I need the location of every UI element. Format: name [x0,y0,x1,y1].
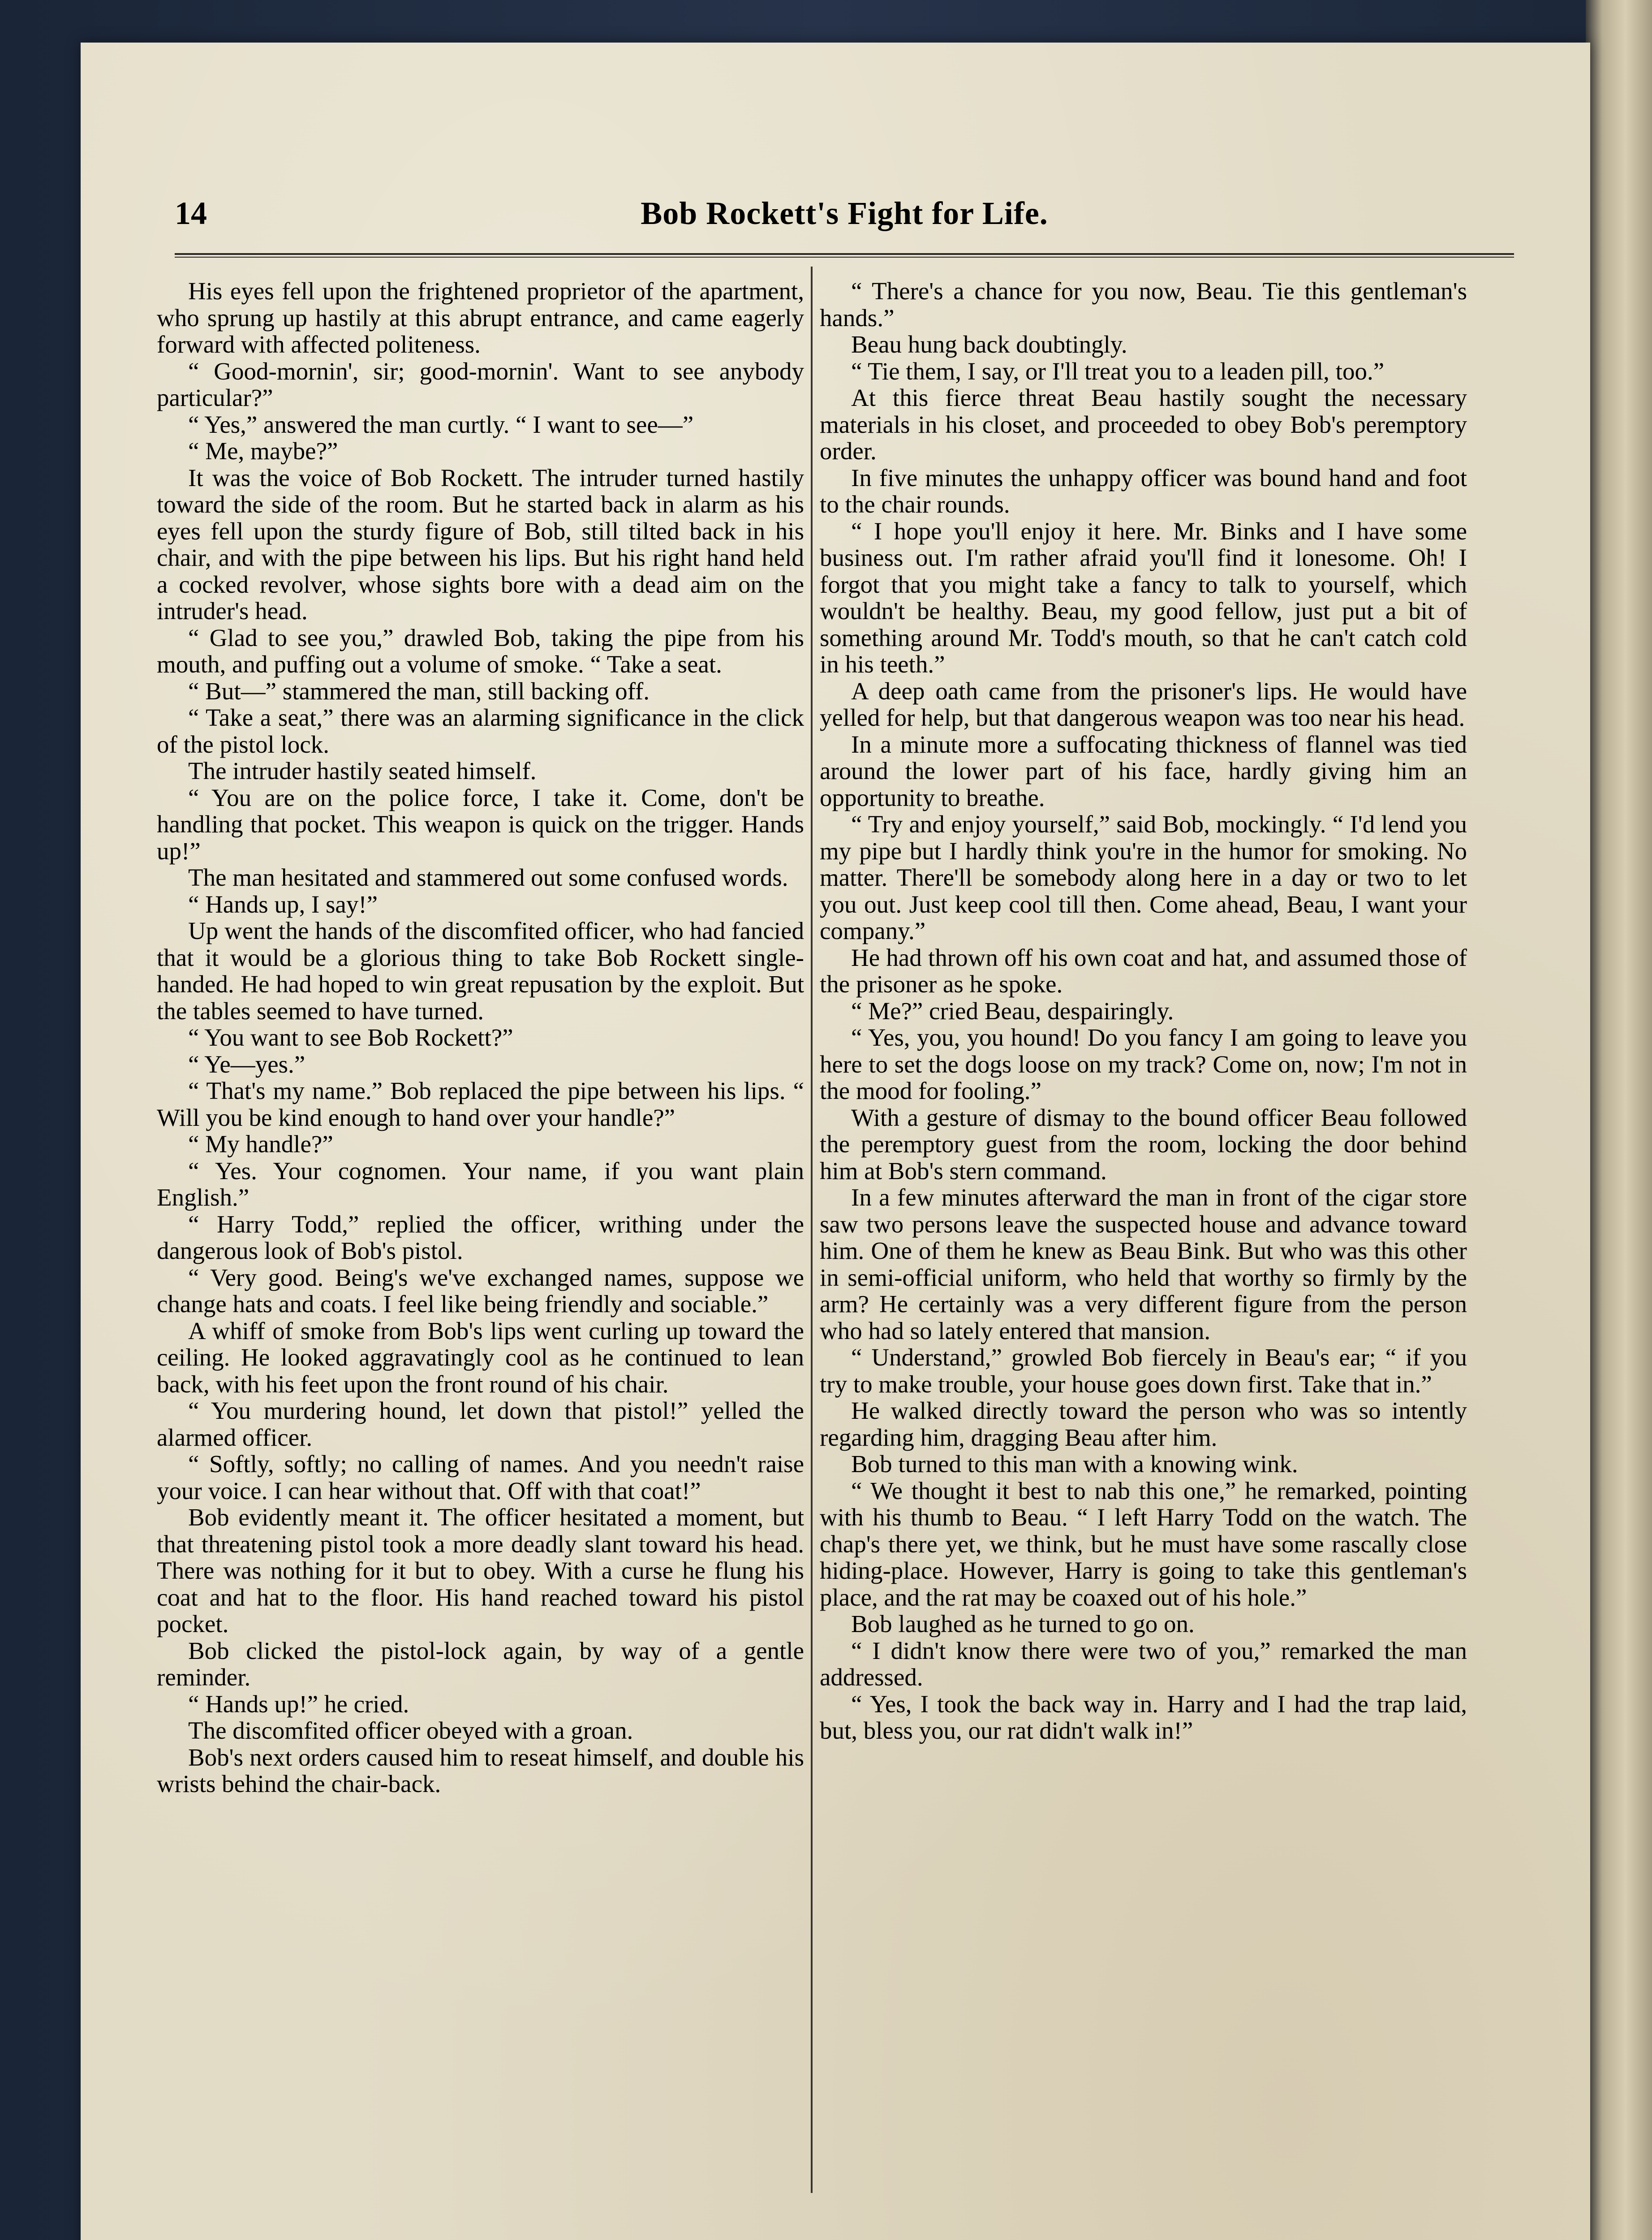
paragraph: “ Harry Todd,” replied the officer, writhing under the dangerous look of Bob's pistol. [157,1210,804,1264]
header-rule [175,253,1514,258]
paragraph: “ Me?” cried Beau, despairingly. [851,997,1174,1025]
paragraph: “ Hands up, I say!” [188,890,378,918]
page-number: 14 [175,195,207,231]
paragraph: “ Very good. Being's we've exchanged names, suppose we change hats and coats. I feel like being friendly and sociable.” [157,1263,804,1318]
paragraph: Bob's next orders caused him to reseat himself, and double his wrists behind the chair-back. [157,1743,804,1797]
paragraph: In a few minutes afterward the man in front of the cigar store saw two persons leave the suspected house and advance toward him. One of them he knew as Beau Bink. But who was this other in semi-official uniform, who held that worthy so firmly by the arm? He certainly was a very different figure from the person who had so lately entered that mansion. [820,1184,1467,1344]
paragraph: “ But—” stammered the man, still backing off. [188,677,650,705]
paragraph: Bob laughed as he turned to go on. [851,1610,1195,1637]
paragraph: “ Tie them, I say, or I'll treat you to a leaden pill, too.” [851,357,1385,385]
paragraph: “ You are on the police force, I take it. Come, don't be handling that pocket. This weapon is quick on the trigger. Hands up!” [157,784,804,865]
paragraph: Up went the hands of the discomfited officer, who had fancied that it would be a glorious thing to take Bob Rockett single-handed. He had hoped to win great repusation by the exploit. But the tables seemed to have turned. [157,917,804,1025]
paragraph: “ Yes. Your cognomen. Your name, if you want plain English.” [157,1157,804,1211]
paragraph: With a gesture of dismay to the bound officer Beau followed the peremptory guest from the room, locking the door behind him at Bob's stern command. [820,1103,1467,1185]
paragraph: Bob turned to this man with a knowing wink. [851,1450,1298,1478]
paragraph: “ I didn't know there were two of you,” remarked the man addressed. [820,1637,1467,1691]
paragraph: The intruder hastily seated himself. [188,757,537,784]
paragraph: “ Understand,” growled Bob fiercely in Beau's ear; “ if you try to make trouble, your house goes down first. Take that in.” [820,1344,1467,1398]
paragraph: His eyes fell upon the frightened proprietor of the apartment, who sprung up hastily at this abrupt entrance, and came eagerly forward with affected politeness. [157,278,804,358]
paragraph: “ You want to see Bob Rockett?” [188,1024,513,1051]
paragraph: “ We thought it best to nab this one,” he remarked, pointing with his thumb to Beau. “ I left Harry Todd on the watch. The chap's there yet, we think, but he must have some rascally close hiding-place. However, Harry is going to take this gentleman's place, and the rat may be coaxed out of his hole.” [820,1477,1467,1611]
text-column-right [820,278,1467,2204]
page-header [175,190,1514,244]
paragraph: At this fierce threat Beau hastily sought the necessary materials in his closet, and proceeded to obey Bob's peremptory order. [820,384,1467,465]
paragraph: “ Yes,” answered the man curtly. “ I want to see—” [188,410,694,438]
paragraph: In five minutes the unhappy officer was bound hand and foot to the chair rounds. [820,464,1467,518]
paragraph: “ Good-mornin', sir; good-mornin'. Want to see anybody particular?” [157,357,804,411]
column-divider [811,267,813,2193]
paragraph: “ I hope you'll enjoy it here. Mr. Binks and I have some business out. I'm rather afraid you'll find it lonesome. Oh! I forgot that you might take a fancy to talk to yourself, which wouldn't be healthy. Beau, my good fellow, just put a bit of something around Mr. Todd's mouth, so that he can't catch cold in his teeth.” [820,517,1467,678]
paragraph: “ That's my name.” Bob replaced the pipe between his lips. “ Will you be kind enough to hand over your handle?” [157,1077,804,1131]
paragraph: “ Yes, you, you hound! Do you fancy I am going to leave you here to set the dogs loose on my track? Come on, now; I'm not in the mood for fooling.” [820,1024,1467,1104]
paragraph: “ My handle?” [188,1130,333,1158]
paragraph: “ There's a chance for you now, Beau. Tie this gentleman's hands.” [820,278,1467,332]
text-column-left [157,278,804,2204]
paragraph: “ Take a seat,” there was an alarming significance in the click of the pistol lock. [157,704,804,758]
paragraph: Beau hung back doubtingly. [851,331,1127,358]
paragraph: A whiff of smoke from Bob's lips went curling up toward the ceiling. He looked aggravatingly cool as he continued to lean back, with his feet upon the front round of his chair. [157,1317,804,1398]
paragraph: “ Me, maybe?” [188,437,338,465]
paragraph: “ Try and enjoy yourself,” said Bob, mockingly. “ I'd lend you my pipe but I hardly think you're in the humor for smoking. No matter. There'll be somebody along here in a day or two to let you out. Just keep cool till then. Come ahead, Beau, I want your company.” [820,810,1467,944]
paragraph: Bob clicked the pistol-lock again, by way of a gentle reminder. [157,1637,804,1691]
paragraph: “ Yes, I took the back way in. Harry and I had the trap laid, but, bless you, our rat didn't walk in!” [820,1690,1467,1744]
paragraph: “ Hands up!” he cried. [188,1690,409,1718]
paragraph: The discomfited officer obeyed with a groan. [188,1717,633,1744]
paragraph: “ Softly, softly; no calling of names. And you needn't raise your voice. I can hear without that. Off with that coat!” [157,1450,804,1504]
paragraph: The man hesitated and stammered out some confused words. [188,864,788,891]
paragraph: In a minute more a suffocating thickness of flannel was tied around the lower part of his face, hardly giving him an opportunity to breathe. [820,730,1467,811]
paragraph: He walked directly toward the person who was so intently regarding him, dragging Beau after him. [820,1397,1467,1451]
paragraph: “ Ye—yes.” [188,1050,305,1078]
paragraph: He had thrown off his own coat and hat, and assumed those of the prisoner as he spoke. [820,943,1467,998]
running-title: Bob Rockett's Fight for Life. [641,195,1048,231]
adjacent-page-edge [1586,0,1652,2240]
paragraph: Bob evidently meant it. The officer hesitated a moment, but that threatening pistol took a more deadly slant toward his head. There was nothing for it but to obey. With a curse he flung his coat and hat to the floor. His hand reached toward his pistol pocket. [157,1503,804,1637]
paragraph: It was the voice of Bob Rockett. The intruder turned hastily toward the side of the room. But he started back in alarm as his eyes fell upon the sturdy figure of Bob, still tilted back in his chair, and with the pipe between his lips. But his right hand held a cocked revolver, whose sights bore with a dead aim on the intruder's head. [157,464,804,625]
paragraph: “ You murdering hound, let down that pistol!” yelled the alarmed officer. [157,1397,804,1451]
paragraph: A deep oath came from the prisoner's lips. He would have yelled for help, but that dangerous weapon was too near his head. [820,677,1467,731]
paragraph: “ Glad to see you,” drawled Bob, taking the pipe from his mouth, and puffing out a volume of smoke. “ Take a seat. [157,624,804,678]
